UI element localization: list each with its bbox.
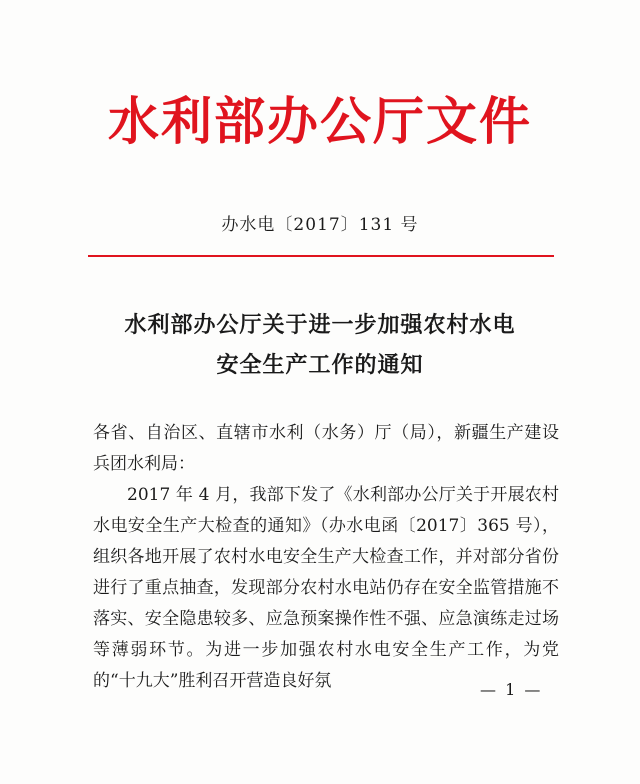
document-title-line-1: 水利部办公厅关于进一步加强农村水电 [124,312,516,338]
document-title-line-2: 安全生产工作的通知 [216,352,424,378]
body-paragraph: 2017 年 4 月，我部下发了《水利部办公厅关于开展农村水电安全生产大检查的通知》（办水电函〔2017〕365 号），组织各地开展了农村水电安全生产大检查工作，并对部分省份进行了重点抽查，发现部分农村水电站仍存在安全监管措施不落实、安全隐患较多、应急预案操作性不强、应急演练走过场等薄弱环节。为进一步加强农村水电安全生产工作，为党的“十九大”胜利召开营造良好氛 [93,485,559,691]
document-masthead: 水利部办公厅文件 [107,92,532,152]
document-number: 办水电〔2017〕131 号 [221,215,419,235]
page-number: — 1 — [480,680,543,699]
salutation: 各省、自治区、直辖市水利（水务）厅（局），新疆生产建设兵团水利局： [93,423,559,474]
document-title [0,305,640,385]
document-body [93,418,559,697]
red-divider-line [88,255,554,257]
